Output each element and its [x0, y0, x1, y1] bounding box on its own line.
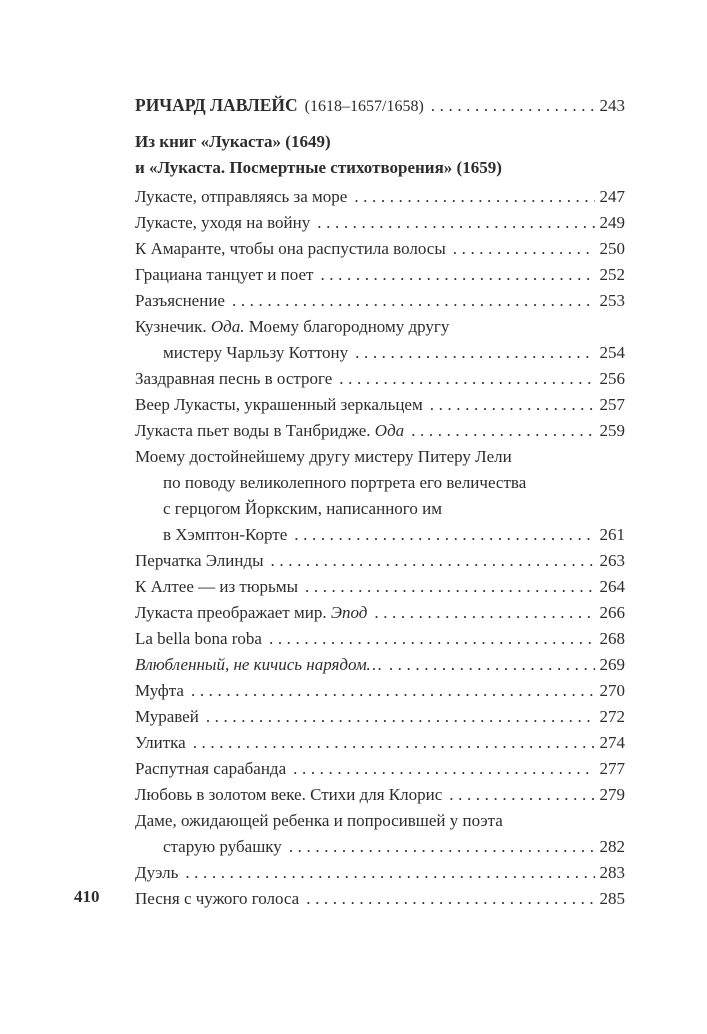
page-number: 285 — [599, 889, 625, 908]
page-number: 254 — [599, 343, 625, 362]
dot-leader — [305, 574, 595, 600]
dot-leader — [389, 652, 595, 678]
toc-entry — [135, 678, 625, 704]
dot-leader — [191, 678, 595, 704]
page-number: 249 — [599, 213, 625, 232]
dot-leader — [293, 756, 594, 782]
toc-entry — [135, 756, 625, 782]
entry-title: Лукаста преображает мир. Эпод — [135, 603, 368, 622]
dot-leader — [271, 548, 595, 574]
dot-leader — [185, 860, 594, 886]
dot-leader — [411, 418, 594, 444]
folio-page-number: 410 — [74, 887, 100, 906]
toc-author-heading — [135, 92, 625, 120]
entry-title: Муфта — [135, 681, 184, 700]
toc-entry — [135, 652, 625, 678]
entry-title: Перчатка Элинды — [135, 551, 264, 570]
entry-title: Муравей — [135, 707, 199, 726]
entry-line — [135, 522, 625, 548]
toc-entry — [135, 626, 625, 652]
page-number: 266 — [599, 603, 625, 622]
page-number: 277 — [599, 759, 625, 778]
page-number: 252 — [599, 265, 625, 284]
page-number: 259 — [599, 421, 625, 440]
dot-leader — [430, 392, 595, 418]
toc-entry — [135, 600, 625, 626]
entry-line — [135, 496, 625, 522]
entry-line — [135, 548, 625, 574]
entry-title: Кузнечик. Ода. Моему благородному другу — [135, 317, 450, 336]
entry-title: Лукасте, отправляясь за море — [135, 187, 348, 206]
toc-entry — [135, 574, 625, 600]
entry-line — [135, 574, 625, 600]
dot-leader — [320, 262, 594, 288]
page-number: 253 — [599, 291, 625, 310]
entry-title: по поводу великолепного портрета его величества — [163, 473, 527, 492]
entry-title: Даме, ожидающей ребенка и попросившей у поэта — [135, 811, 503, 830]
entry-line — [135, 834, 625, 860]
toc-entry — [135, 418, 625, 444]
toc-entry — [135, 288, 625, 314]
dot-leader — [269, 626, 595, 652]
dot-leader — [374, 600, 594, 626]
page-number: 283 — [599, 863, 625, 882]
entry-line — [135, 210, 625, 236]
entry-line — [135, 808, 625, 834]
page-number: 269 — [599, 655, 625, 674]
dot-leader — [193, 730, 595, 756]
toc-content — [135, 92, 625, 912]
entry-line — [135, 340, 625, 366]
page-number: 243 — [599, 96, 625, 115]
entry-line — [135, 314, 625, 340]
entry-title: Дуэль — [135, 863, 179, 882]
page-number: 256 — [599, 369, 625, 388]
entry-line — [135, 626, 625, 652]
entry-title: Лукасте, уходя на войну — [135, 213, 311, 232]
dot-leader — [431, 93, 595, 119]
entry-title: Любовь в золотом веке. Стихи для Клорис — [135, 785, 443, 804]
entry-line — [135, 392, 625, 418]
entry-title: Веер Лукасты, украшенный зеркальцем — [135, 395, 423, 414]
entry-title: старую рубашку — [163, 837, 282, 856]
entry-line — [135, 678, 625, 704]
toc-entry — [135, 808, 625, 860]
dot-leader — [294, 522, 594, 548]
entry-title: Улитка — [135, 733, 186, 752]
page-number: 264 — [599, 577, 625, 596]
toc-entry — [135, 704, 625, 730]
entry-title: К Амаранте, чтобы она распустила волосы — [135, 239, 446, 258]
entry-title: Песня с чужого голоса — [135, 889, 300, 908]
entry-title: мистеру Чарльзу Коттону — [163, 343, 349, 362]
toc-entries — [135, 184, 625, 912]
toc-entry — [135, 548, 625, 574]
entry-line — [135, 886, 625, 912]
section-subtitle — [135, 129, 625, 181]
page-number: 250 — [599, 239, 625, 258]
entry-title: La bella bona roba — [135, 629, 262, 648]
page-number: 272 — [599, 707, 625, 726]
toc-entry — [135, 236, 625, 262]
entry-line — [135, 470, 625, 496]
dot-leader — [232, 288, 595, 314]
entry-line — [135, 262, 625, 288]
entry-line — [135, 756, 625, 782]
dot-leader — [449, 782, 594, 808]
toc-entry — [135, 886, 625, 912]
dot-leader — [339, 366, 594, 392]
author-name: РИЧАРД ЛАВЛЕЙС — [135, 95, 298, 115]
page-number: 257 — [599, 395, 625, 414]
entry-line — [135, 730, 625, 756]
page-number: 274 — [599, 733, 625, 752]
entry-line — [135, 418, 625, 444]
entry-title: Заздравная песнь в остроге — [135, 369, 333, 388]
toc-entry — [135, 444, 625, 548]
entry-title: Влюбленный, не кичись нарядом… — [135, 655, 382, 674]
entry-line — [135, 860, 625, 886]
entry-line — [135, 782, 625, 808]
entry-title: с герцогом Йоркским, написанного им — [163, 499, 442, 518]
entry-title: К Алтее — из тюрьмы — [135, 577, 298, 596]
toc-entry — [135, 314, 625, 366]
entry-line — [135, 236, 625, 262]
page-number: 261 — [599, 525, 625, 544]
toc-entry — [135, 210, 625, 236]
subtitle-line: Из книг «Лукаста» (1649) — [135, 132, 331, 151]
entry-line — [135, 600, 625, 626]
page-number: 263 — [599, 551, 625, 570]
entry-title: Моему достойнейшему другу мистеру Питеру Лели — [135, 447, 512, 466]
dot-leader — [354, 184, 594, 210]
entry-line — [135, 652, 625, 678]
entry-line — [135, 366, 625, 392]
page-number: 279 — [599, 785, 625, 804]
toc-entry — [135, 184, 625, 210]
entry-line — [135, 704, 625, 730]
entry-title: Лукаста пьет воды в Танбридже. Ода — [135, 421, 405, 440]
entry-line — [135, 444, 625, 470]
entry-title: в Хэмптон-Корте — [163, 525, 288, 544]
toc-entry — [135, 782, 625, 808]
dot-leader — [289, 834, 595, 860]
toc-entry — [135, 730, 625, 756]
page-number: 282 — [599, 837, 625, 856]
toc-entry — [135, 262, 625, 288]
author-dates: (1618–1657/1658) — [304, 98, 424, 115]
entry-line — [135, 288, 625, 314]
page-number: 268 — [599, 629, 625, 648]
toc-entry — [135, 392, 625, 418]
subtitle-line: и «Лукаста. Посмертные стихотворения» (1659) — [135, 158, 502, 177]
toc-entry — [135, 860, 625, 886]
page-number: 247 — [599, 187, 625, 206]
dot-leader — [317, 210, 594, 236]
dot-leader — [306, 886, 594, 912]
entry-title: Распутная сарабанда — [135, 759, 287, 778]
dot-leader — [453, 236, 595, 262]
toc-entry — [135, 366, 625, 392]
page-number: 270 — [599, 681, 625, 700]
dot-leader — [355, 340, 594, 366]
entry-line — [135, 184, 625, 210]
entry-title: Грациана танцует и поет — [135, 265, 314, 284]
dot-leader — [206, 704, 595, 730]
entry-title: Разъяснение — [135, 291, 225, 310]
